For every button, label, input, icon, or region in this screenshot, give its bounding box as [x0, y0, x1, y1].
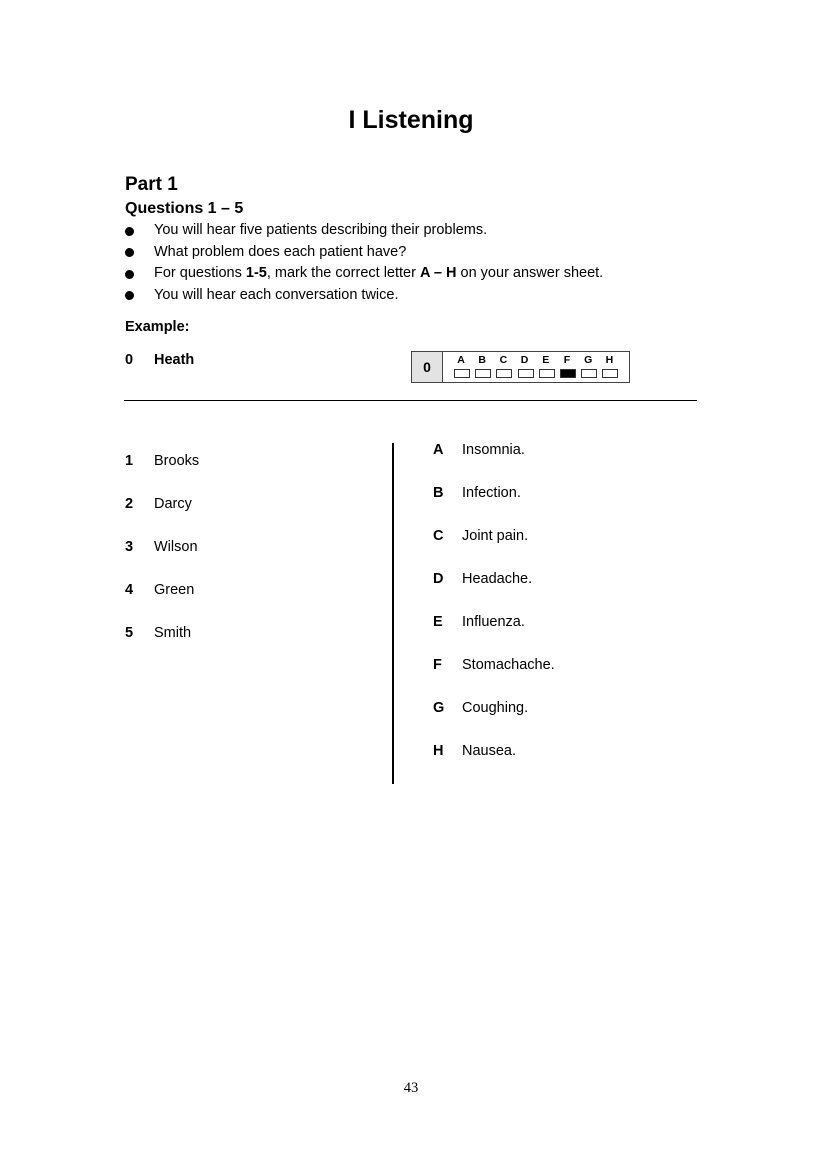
patient-number: 4 — [125, 582, 134, 598]
answer-bubble — [454, 369, 470, 378]
option-text: Nausea. — [462, 743, 517, 759]
option-letter: C — [433, 528, 444, 544]
option-text: Insomnia. — [462, 442, 525, 458]
option-letter: B — [433, 485, 444, 501]
option-text: Stomachache. — [462, 657, 555, 673]
answer-letter: A — [457, 354, 465, 366]
answer-bubble-filled — [560, 369, 576, 378]
answer-sheet-number: 0 — [412, 352, 443, 382]
patient-number: 1 — [125, 453, 134, 469]
instruction-text: What problem does each patient have? — [154, 243, 407, 260]
instructions-list — [125, 220, 603, 306]
example-name: Heath — [154, 352, 195, 368]
option-letter: G — [433, 700, 445, 716]
answer-letter: D — [520, 354, 529, 366]
instruction-text: You will hear five patients describing their problems. — [154, 222, 488, 238]
instruction-item — [125, 285, 603, 307]
patient-name: Smith — [154, 625, 192, 641]
answer-bubble — [539, 369, 555, 378]
answer-letter: E — [542, 354, 550, 366]
questions-heading: Questions 1 – 5 — [125, 200, 244, 217]
option-letter: D — [433, 571, 444, 587]
example-label: Example: — [125, 319, 190, 335]
instruction-question-range: 1-5 — [245, 265, 267, 282]
option-text: Joint pain. — [462, 528, 529, 544]
answer-bubble — [518, 369, 534, 378]
instruction-text: You will hear each conversation twice. — [154, 286, 399, 303]
answer-letter: G — [584, 354, 593, 366]
answer-sheet-example — [411, 351, 630, 383]
patient-name: Brooks — [154, 453, 200, 469]
page-title: I Listening — [348, 106, 474, 134]
patient-number: 3 — [125, 539, 134, 555]
horizontal-divider — [124, 400, 697, 401]
answer-bubble — [496, 369, 512, 378]
patient-name: Wilson — [154, 539, 198, 555]
answer-bubble — [581, 369, 597, 378]
part-heading: Part 1 — [125, 174, 178, 195]
option-text: Coughing. — [462, 700, 529, 716]
answer-bubble — [602, 369, 618, 378]
bullet-icon — [125, 270, 134, 279]
answer-letter: H — [605, 354, 614, 366]
answer-letter: F — [563, 354, 571, 366]
option-letter: F — [433, 657, 442, 673]
instruction-item — [125, 242, 603, 264]
answer-bubble — [475, 369, 491, 378]
option-text: Infection. — [462, 485, 521, 501]
option-letter: A — [433, 442, 444, 458]
instruction-letter-range: A – H — [419, 265, 457, 282]
example-number: 0 — [125, 352, 134, 368]
answer-letter: B — [478, 354, 486, 366]
option-letter: H — [433, 743, 444, 759]
option-text: Headache. — [462, 571, 533, 587]
bullet-icon — [125, 248, 134, 257]
vertical-divider — [392, 443, 394, 784]
answer-letter: C — [499, 354, 508, 366]
patient-number: 5 — [125, 625, 134, 641]
patient-number: 2 — [125, 496, 134, 512]
patient-name: Green — [154, 582, 195, 598]
instruction-item — [125, 220, 603, 242]
instruction-item — [125, 263, 603, 285]
instruction-text-pre: For questions — [154, 265, 246, 282]
option-text: Influenza. — [462, 614, 525, 630]
bullet-icon — [125, 227, 134, 236]
page-number: 43 — [403, 1080, 419, 1096]
patient-name: Darcy — [154, 496, 192, 512]
instruction-text-mid: , mark the correct letter — [266, 265, 420, 282]
bullet-icon — [125, 291, 134, 300]
option-letter: E — [433, 614, 443, 630]
instruction-text-post: on your answer sheet. — [456, 265, 604, 282]
